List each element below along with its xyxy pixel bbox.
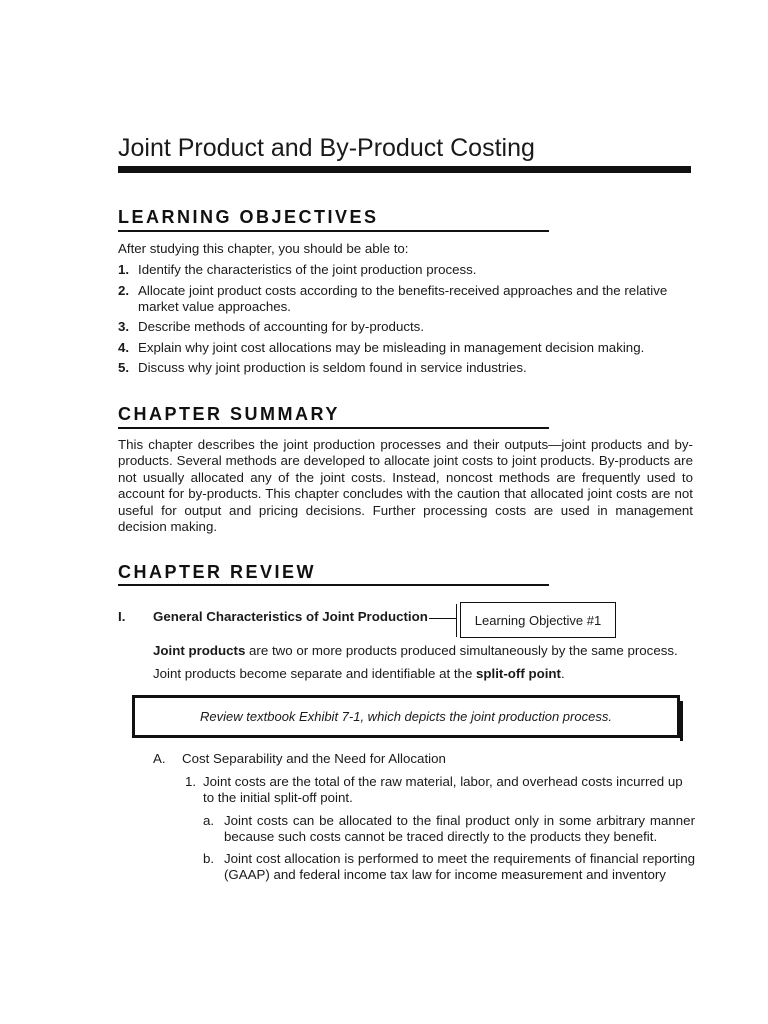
split-off-term: split-off point [476, 666, 561, 681]
list-item-b [203, 851, 695, 884]
item-label: b. [203, 851, 215, 866]
learning-objectives-heading: LEARNING OBJECTIVES [118, 207, 379, 227]
joint-products-term: Joint products [153, 643, 246, 658]
item-text: Joint costs can be allocated to the final product only in some arbitrary manner because such costs cannot be traced directly to the products they benefit. [224, 813, 695, 845]
learning-objective-callout: Learning Objective #1 [460, 602, 616, 638]
review-note-box: Review textbook Exhibit 7-1, which depicts the joint production process. [132, 695, 680, 738]
item-label: 1. [185, 774, 197, 789]
subsection-label: A. [153, 751, 166, 766]
connector-line [429, 618, 456, 619]
split-off-sentence [153, 666, 565, 681]
split-off-pre: Joint products become separate and identifiable at the [153, 666, 477, 681]
section-number: I. [118, 609, 126, 624]
objective-text: Describe methods of accounting for by-products. [138, 319, 425, 334]
item-label: a. [203, 813, 215, 828]
objective-item [118, 360, 698, 376]
objective-text: Identify the characteristics of the joint production process. [138, 262, 477, 277]
objective-number: 4. [118, 339, 130, 355]
joint-products-def: are two or more products produced simultaneously by the same process. [245, 643, 678, 658]
objectives-intro: After studying this chapter, you should be able to: [118, 241, 409, 256]
objective-text: Discuss why joint production is seldom found in service industries. [138, 360, 527, 375]
subsection-title: Cost Separability and the Need for Allocation [182, 751, 446, 766]
objective-number: 5. [118, 360, 130, 375]
chapter-summary-text: This chapter describes the joint production processes and their outputs—joint products and by-products. Several methods are developed to allocate joint costs to joint products. By-products are not usually allocated any of the joint costs. Instead, noncost methods are frequently used to account for by-products. This chapter concludes with the caution that allocated joint costs are not useful for output and pricing decisions. Further processing costs are used in management decision making. [118, 437, 693, 535]
chapter-review-rule [118, 584, 549, 586]
section-title: General Characteristics of Joint Production [153, 609, 428, 624]
objective-item [118, 340, 698, 356]
item-text: Joint cost allocation is performed to meet the requirements of financial reporting (GAAP) and federal income tax law for income measurement and inventory [224, 851, 695, 883]
objective-item [118, 319, 698, 335]
list-item-1 [185, 774, 695, 807]
objective-number: 3. [118, 319, 130, 334]
objective-text: Allocate joint product costs according to the benefits-received approaches and the relative market value approaches. [138, 282, 668, 314]
objective-item [118, 283, 698, 315]
chapter-review-heading: CHAPTER REVIEW [118, 562, 317, 582]
objective-number: 2. [118, 282, 130, 298]
joint-products-definition [153, 643, 678, 658]
objectives-list [118, 262, 698, 381]
connector-bracket [456, 604, 457, 637]
chapter-summary-rule [118, 427, 549, 429]
chapter-summary-heading: CHAPTER SUMMARY [118, 404, 340, 424]
item-text: Joint costs are the total of the raw material, labor, and overhead costs incurred up to the initial split-off point. [203, 774, 683, 806]
objective-item [118, 262, 698, 278]
title-rule [118, 166, 691, 173]
split-off-post: . [560, 666, 565, 681]
objective-text: Explain why joint cost allocations may be misleading in management decision making. [138, 339, 645, 355]
learning-objectives-rule [118, 230, 549, 232]
chapter-title: Joint Product and By-Product Costing [118, 134, 535, 162]
objective-number: 1. [118, 262, 130, 277]
list-item-a [203, 813, 695, 846]
